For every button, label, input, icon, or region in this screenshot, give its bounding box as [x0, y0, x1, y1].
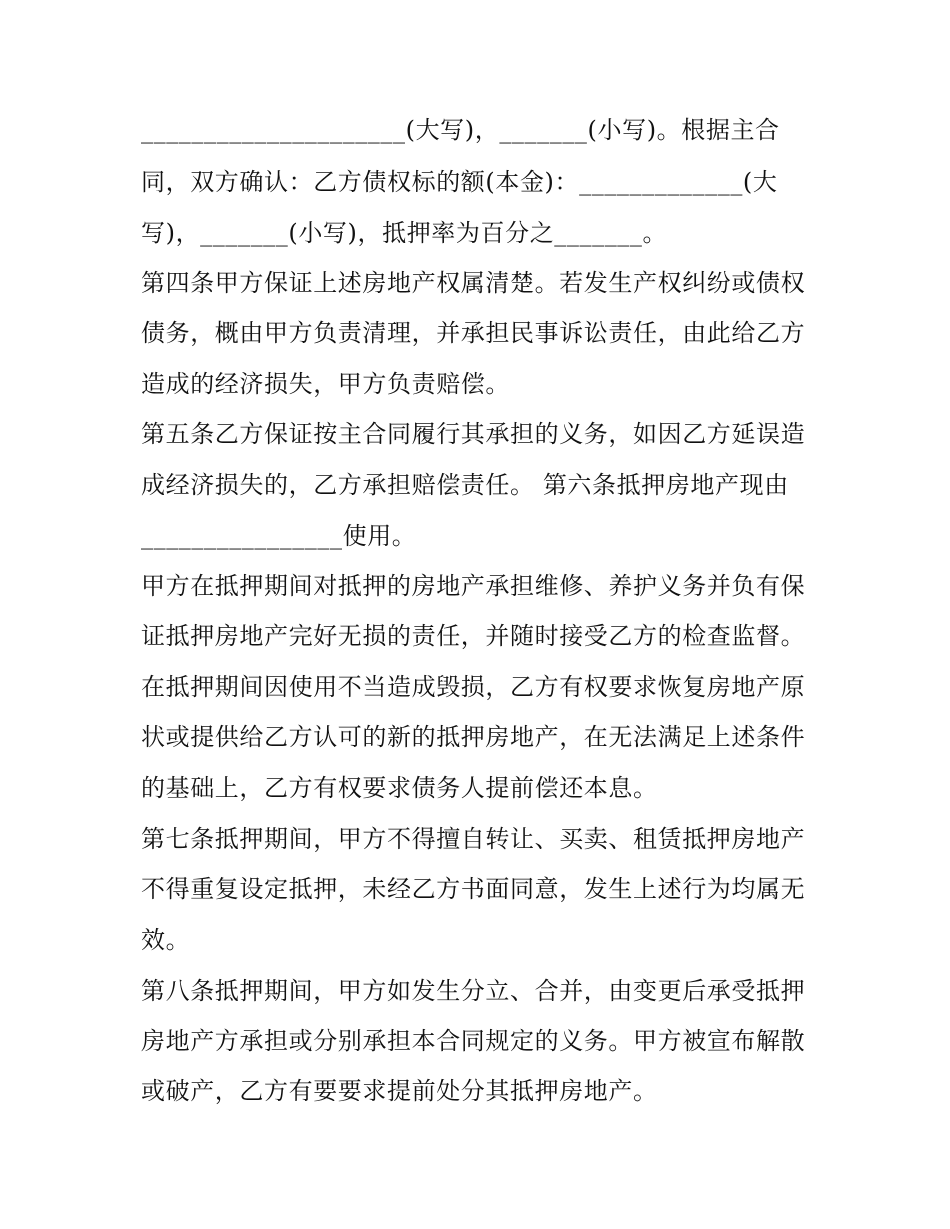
text-line: ________________使用。 [141, 522, 417, 550]
text-line: 同，双方确认：乙方债权标的额(本金)：_____________(大 [141, 168, 778, 196]
text-line: 第八条抵押期间，甲方如发生分立、合并，由变更后承受抵押 [141, 977, 806, 1005]
text-line: _____________________(大写)，_______(小写)。根据主合 [141, 116, 780, 144]
text-line: 成经济损失的，乙方承担赔偿责任。 第六条抵押房地产现由 [141, 471, 789, 499]
text-line: 第五条乙方保证按主合同履行其承担的义务，如因乙方延误造 [141, 420, 806, 448]
text-line: 甲方在抵押期间对抵押的房地产承担维修、养护义务并负有保 [141, 572, 806, 600]
text-line: 证抵押房地产完好无损的责任，并随时接受乙方的检查监督。 [141, 622, 806, 650]
text-line: 房地产方承担或分别承担本合同规定的义务。甲方被宣布解散 [141, 1027, 806, 1055]
text-line: 第七条抵押期间，甲方不得擅自转让、买卖、租赁抵押房地产 [141, 825, 806, 853]
text-line: 债务，概由甲方负责清理，并承担民事诉讼责任，由此给乙方 [141, 319, 806, 347]
text-line: 或破产，乙方有要要求提前处分其抵押房地产。 [141, 1077, 658, 1105]
text-line: 在抵押期间因使用不当造成毁损，乙方有权要求恢复房地产原 [141, 673, 806, 701]
text-line: 状或提供给乙方认可的新的抵押房地产，在无法满足上述条件 [141, 723, 806, 751]
text-line: 的基础上，乙方有权要求债务人提前偿还本息。 [141, 774, 658, 802]
text-line: 造成的经济损失，甲方负责赔偿。 [141, 370, 510, 398]
text-line: 不得重复设定抵押，未经乙方书面同意，发生上述行为均属无 [141, 875, 806, 903]
text-line: 第四条甲方保证上述房地产权属清楚。若发生产权纠纷或债权 [141, 269, 806, 297]
text-line: 效。 [141, 926, 191, 954]
text-line: 写)，_______(小写)，抵押率为百分之_______。 [141, 219, 668, 247]
